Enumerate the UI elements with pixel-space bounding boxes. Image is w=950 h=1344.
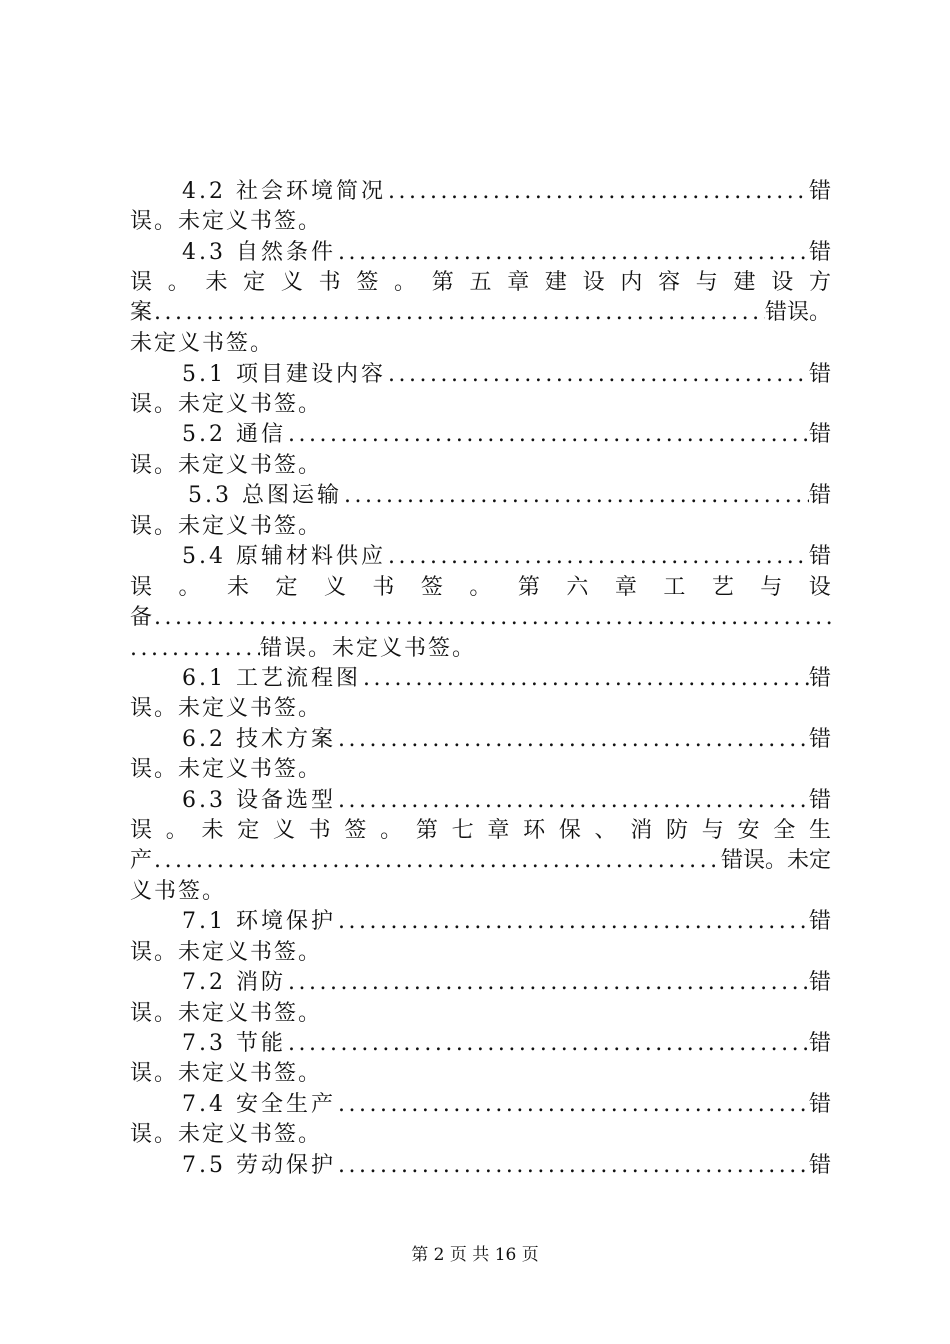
toc-page-ref: 错: [808, 666, 831, 691]
toc-leader-dots: [336, 725, 809, 755]
toc-page-ref: 错: [808, 1153, 831, 1178]
page-footer: 第 2 页 共 16 页: [411, 1245, 539, 1265]
toc-entry-7-1[interactable]: [130, 907, 831, 937]
toc-entry-chapter-6[interactable]: [130, 603, 831, 633]
toc-error-text: 误。未定义书签。: [130, 757, 323, 782]
toc-leader-dots: [130, 634, 260, 664]
toc-error-text: 误。未定义书签。: [130, 1061, 323, 1086]
toc-page-ref: 错: [808, 483, 831, 508]
toc-entry-7-2[interactable]: [130, 968, 831, 998]
toc-entry-7-5[interactable]: [130, 1151, 831, 1181]
toc-page-ref: 错: [808, 1092, 831, 1117]
toc-entry-label: 产: [130, 848, 153, 873]
toc-leader-dots: [336, 786, 809, 816]
toc-entry-label: 5.3 总图运输: [188, 483, 342, 508]
toc-justified-line: 误 。 未 定 义 书 签 。 第 五 章 建 设 内 容 与 建 设 方: [130, 270, 831, 295]
toc-entry-chapter-6-cont: [130, 634, 831, 664]
toc-error-text: 误。未定义书签。: [130, 940, 323, 965]
toc-page-ref: 错: [808, 240, 831, 265]
toc-entry-label: 7.4 安全生产: [182, 1092, 336, 1117]
toc-entry-label: 7.2 消防: [182, 970, 286, 995]
toc-entry-label: 案: [130, 300, 153, 325]
toc-entry-5-4[interactable]: [130, 542, 831, 572]
toc-error-text: 义书签。: [130, 879, 227, 904]
toc-page-ref: 错: [808, 422, 831, 447]
toc-entry-label: 5.1 项目建设内容: [182, 362, 386, 387]
toc-page-ref: 错误。未定: [720, 848, 831, 873]
toc-entry-chapter-5[interactable]: [130, 298, 831, 328]
toc-error-text: 误。未定义书签。: [130, 696, 323, 721]
toc-entry-5-3[interactable]: [130, 481, 831, 511]
toc-leader-dots: [152, 603, 831, 633]
toc-entry-7-4[interactable]: [130, 1090, 831, 1120]
toc-page-ref: 错: [808, 970, 831, 995]
toc-entry-4-2[interactable]: [130, 177, 831, 207]
toc-page-ref: 错: [808, 362, 831, 387]
toc-page-ref: 错: [808, 727, 831, 752]
toc-entry-label: 7.1 环境保护: [182, 909, 336, 934]
toc-entry-4-3[interactable]: [130, 238, 831, 268]
toc-error-text: 误。未定义书签。: [130, 1001, 323, 1026]
toc-entry-label: 6.1 工艺流程图: [182, 666, 361, 691]
toc-leader-dots: [386, 360, 809, 390]
toc-page-ref: 错: [808, 1031, 831, 1056]
toc-entry-7-3[interactable]: [130, 1029, 831, 1059]
toc-leader-dots: [342, 481, 809, 511]
toc-page-ref: 错误。未定义书签。: [260, 636, 477, 661]
toc-entry-6-1[interactable]: [130, 664, 831, 694]
toc-entry-5-1[interactable]: [130, 360, 831, 390]
toc-error-text: 未定义书签。: [130, 331, 275, 356]
toc-entry-label: 4.2 社会环境简况: [182, 179, 386, 204]
toc-leader-dots: [286, 1029, 809, 1059]
toc-error-text: 误。未定义书签。: [130, 453, 323, 478]
toc-entry-label: 5.2 通信: [182, 422, 286, 447]
toc-entry-label: 4.3 自然条件: [182, 240, 336, 265]
toc-entry-label: 6.2 技术方案: [182, 727, 336, 752]
toc-error-text: 误。未定义书签。: [130, 209, 323, 234]
toc-leader-dots: [336, 1090, 809, 1120]
toc-entry-6-2[interactable]: [130, 725, 831, 755]
toc-leader-dots: [336, 238, 809, 268]
toc-justified-line: 误 。 未 定 义 书 签 。 第 六 章 工 艺 与 设: [130, 575, 831, 600]
toc-error-text: 误。未定义书签。: [130, 514, 323, 539]
toc-page-ref: 错: [808, 909, 831, 934]
toc-page-ref: 错: [808, 179, 831, 204]
toc-entry-6-3[interactable]: [130, 786, 831, 816]
toc-leader-dots: [336, 1151, 809, 1181]
toc-entry-label: 6.3 设备选型: [182, 788, 336, 813]
toc-justified-line: 误 。 未 定 义 书 签 。 第 七 章 环 保 、 消 防 与 安 全 生: [130, 818, 831, 843]
toc-leader-dots: [361, 664, 809, 694]
toc-page-ref: 错: [808, 544, 831, 569]
toc-error-text: 误。未定义书签。: [130, 1122, 323, 1147]
toc-leader-dots: [152, 298, 765, 328]
toc-entry-label: 备: [130, 605, 153, 630]
toc-page-ref: 错: [808, 788, 831, 813]
toc-leader-dots: [386, 542, 809, 572]
toc-leader-dots: [386, 177, 809, 207]
toc-entry-chapter-7[interactable]: [130, 846, 831, 876]
toc-page-ref: 错误。: [764, 300, 831, 325]
toc-leader-dots: [286, 420, 809, 450]
toc-entry-label: 7.5 劳动保护: [182, 1153, 336, 1178]
toc-leader-dots: [152, 846, 721, 876]
toc-error-text: 误。未定义书签。: [130, 392, 323, 417]
toc-entry-label: 7.3 节能: [182, 1031, 286, 1056]
toc-entry-label: 5.4 原辅材料供应: [182, 544, 386, 569]
toc-leader-dots: [336, 907, 809, 937]
toc-entry-5-2[interactable]: [130, 420, 831, 450]
toc-leader-dots: [286, 968, 809, 998]
